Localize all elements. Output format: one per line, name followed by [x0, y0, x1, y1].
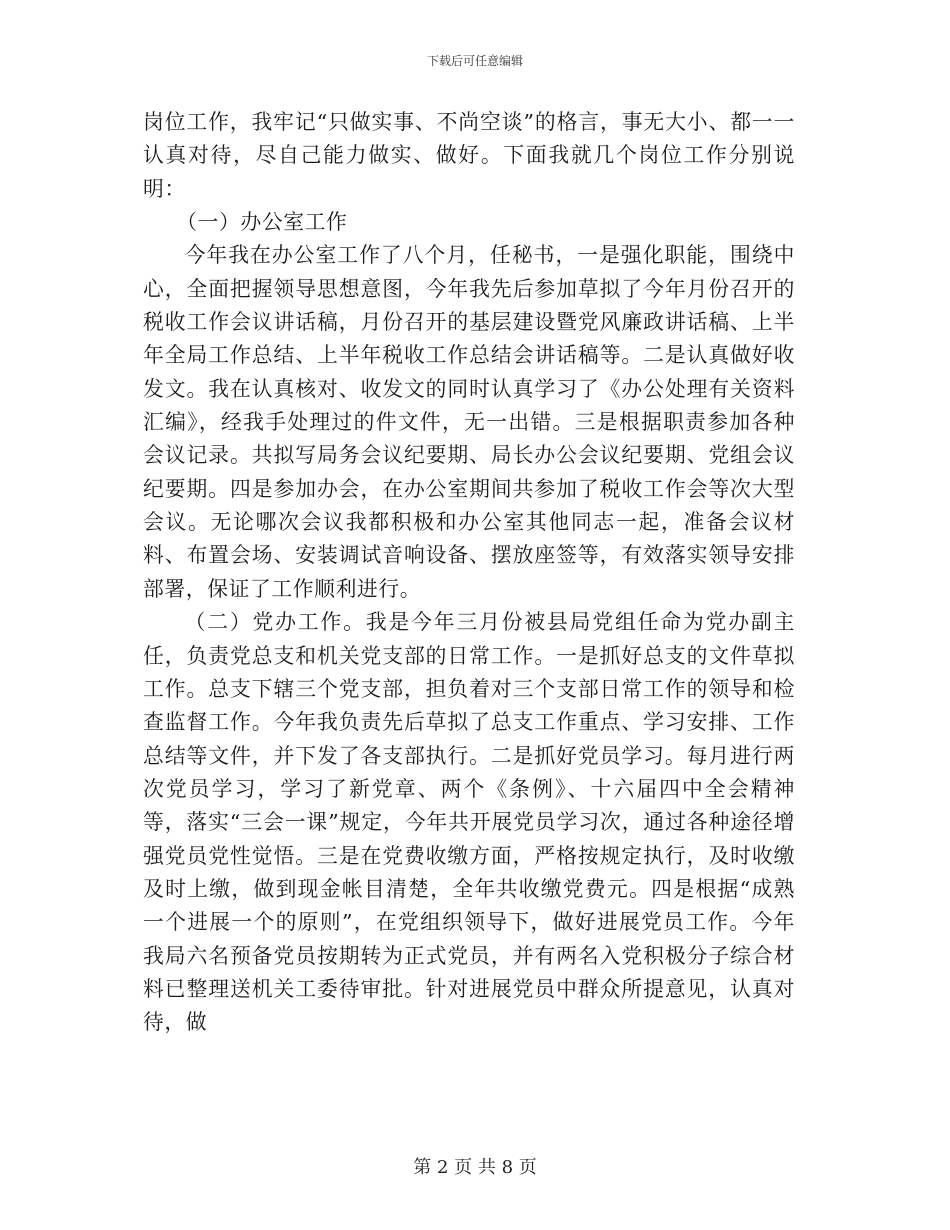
page-number-footer: 第 2 页 共 8 页 [413, 1157, 537, 1178]
document-body [143, 106, 795, 1040]
section-heading-office: （一）办公室工作 [176, 210, 348, 235]
paragraph-continuation: 岗位工作，我牢记“只做实事、不尚空谈”的格言，事无大小、都一一认真对待，尽自己能力做实、做好。下面我就几个岗位工作分别说明： [143, 110, 795, 201]
paragraph-party-office-work: （二）党办工作。我是今年三月份被县局党组任命为党办副主任，负责党总支和机关党支部的日常工作。一是抓好总支的文件草拟工作。总支下辖三个党支部，担负着对三个支部日常工作的领导和检查监督工作。今年我负责先后草拟了总支工作重点、学习安排、工作总结等文件，并下发了各支部执行。二是抓好党员学习。每月进行两次党员学习，学习了新党章、两个《条例》、十六届四中全会精神等，落实“三会一课”规定，今年共开展党员学习次，通过各种途径增强党员党性觉悟。三是在党费收缴方面，严格按规定执行，及时收缴及时上缴，做到现金帐目清楚，全年共收缴党费元。四是根据“成熟一个进展一个的原则”，在党组织领导下，做好进展党员工作。今年我局六名预备党员按期转为正式党员，并有两名入党积极分子综合材料已整理送机关工委待审批。针对进展党员中群众所提意见，认真对待，做 [143, 610, 795, 1035]
paragraph-office-work: 今年我在办公室工作了八个月，任秘书，一是强化职能，围绕中心，全面把握领导思想意图，今年我先后参加草拟了今年月份召开的税收工作会议讲话稿，月份召开的基层建设暨党风廉政讲话稿、上半年全局工作总结、上半年税收工作总结会讲话稿等。二是认真做好收发文。我在认真核对、收发文的同时认真学习了《办公处理有关资料汇编》，经我手处理过的件文件，无一出错。三是根据职责参加各种会议记录。共拟写局务会议纪要期、局长办公会议纪要期、党组会议纪要期。四是参加办会，在办公室期间共参加了税收工作会等次大型会议。无论哪次会议我都积极和办公室其他同志一起，准备会议材料、布置会场、安装调试音响设备、摆放座签等，有效落实领导安排部署，保证了工作顺利进行。 [143, 243, 795, 601]
page-header: 下载后可任意编辑 [426, 54, 523, 68]
